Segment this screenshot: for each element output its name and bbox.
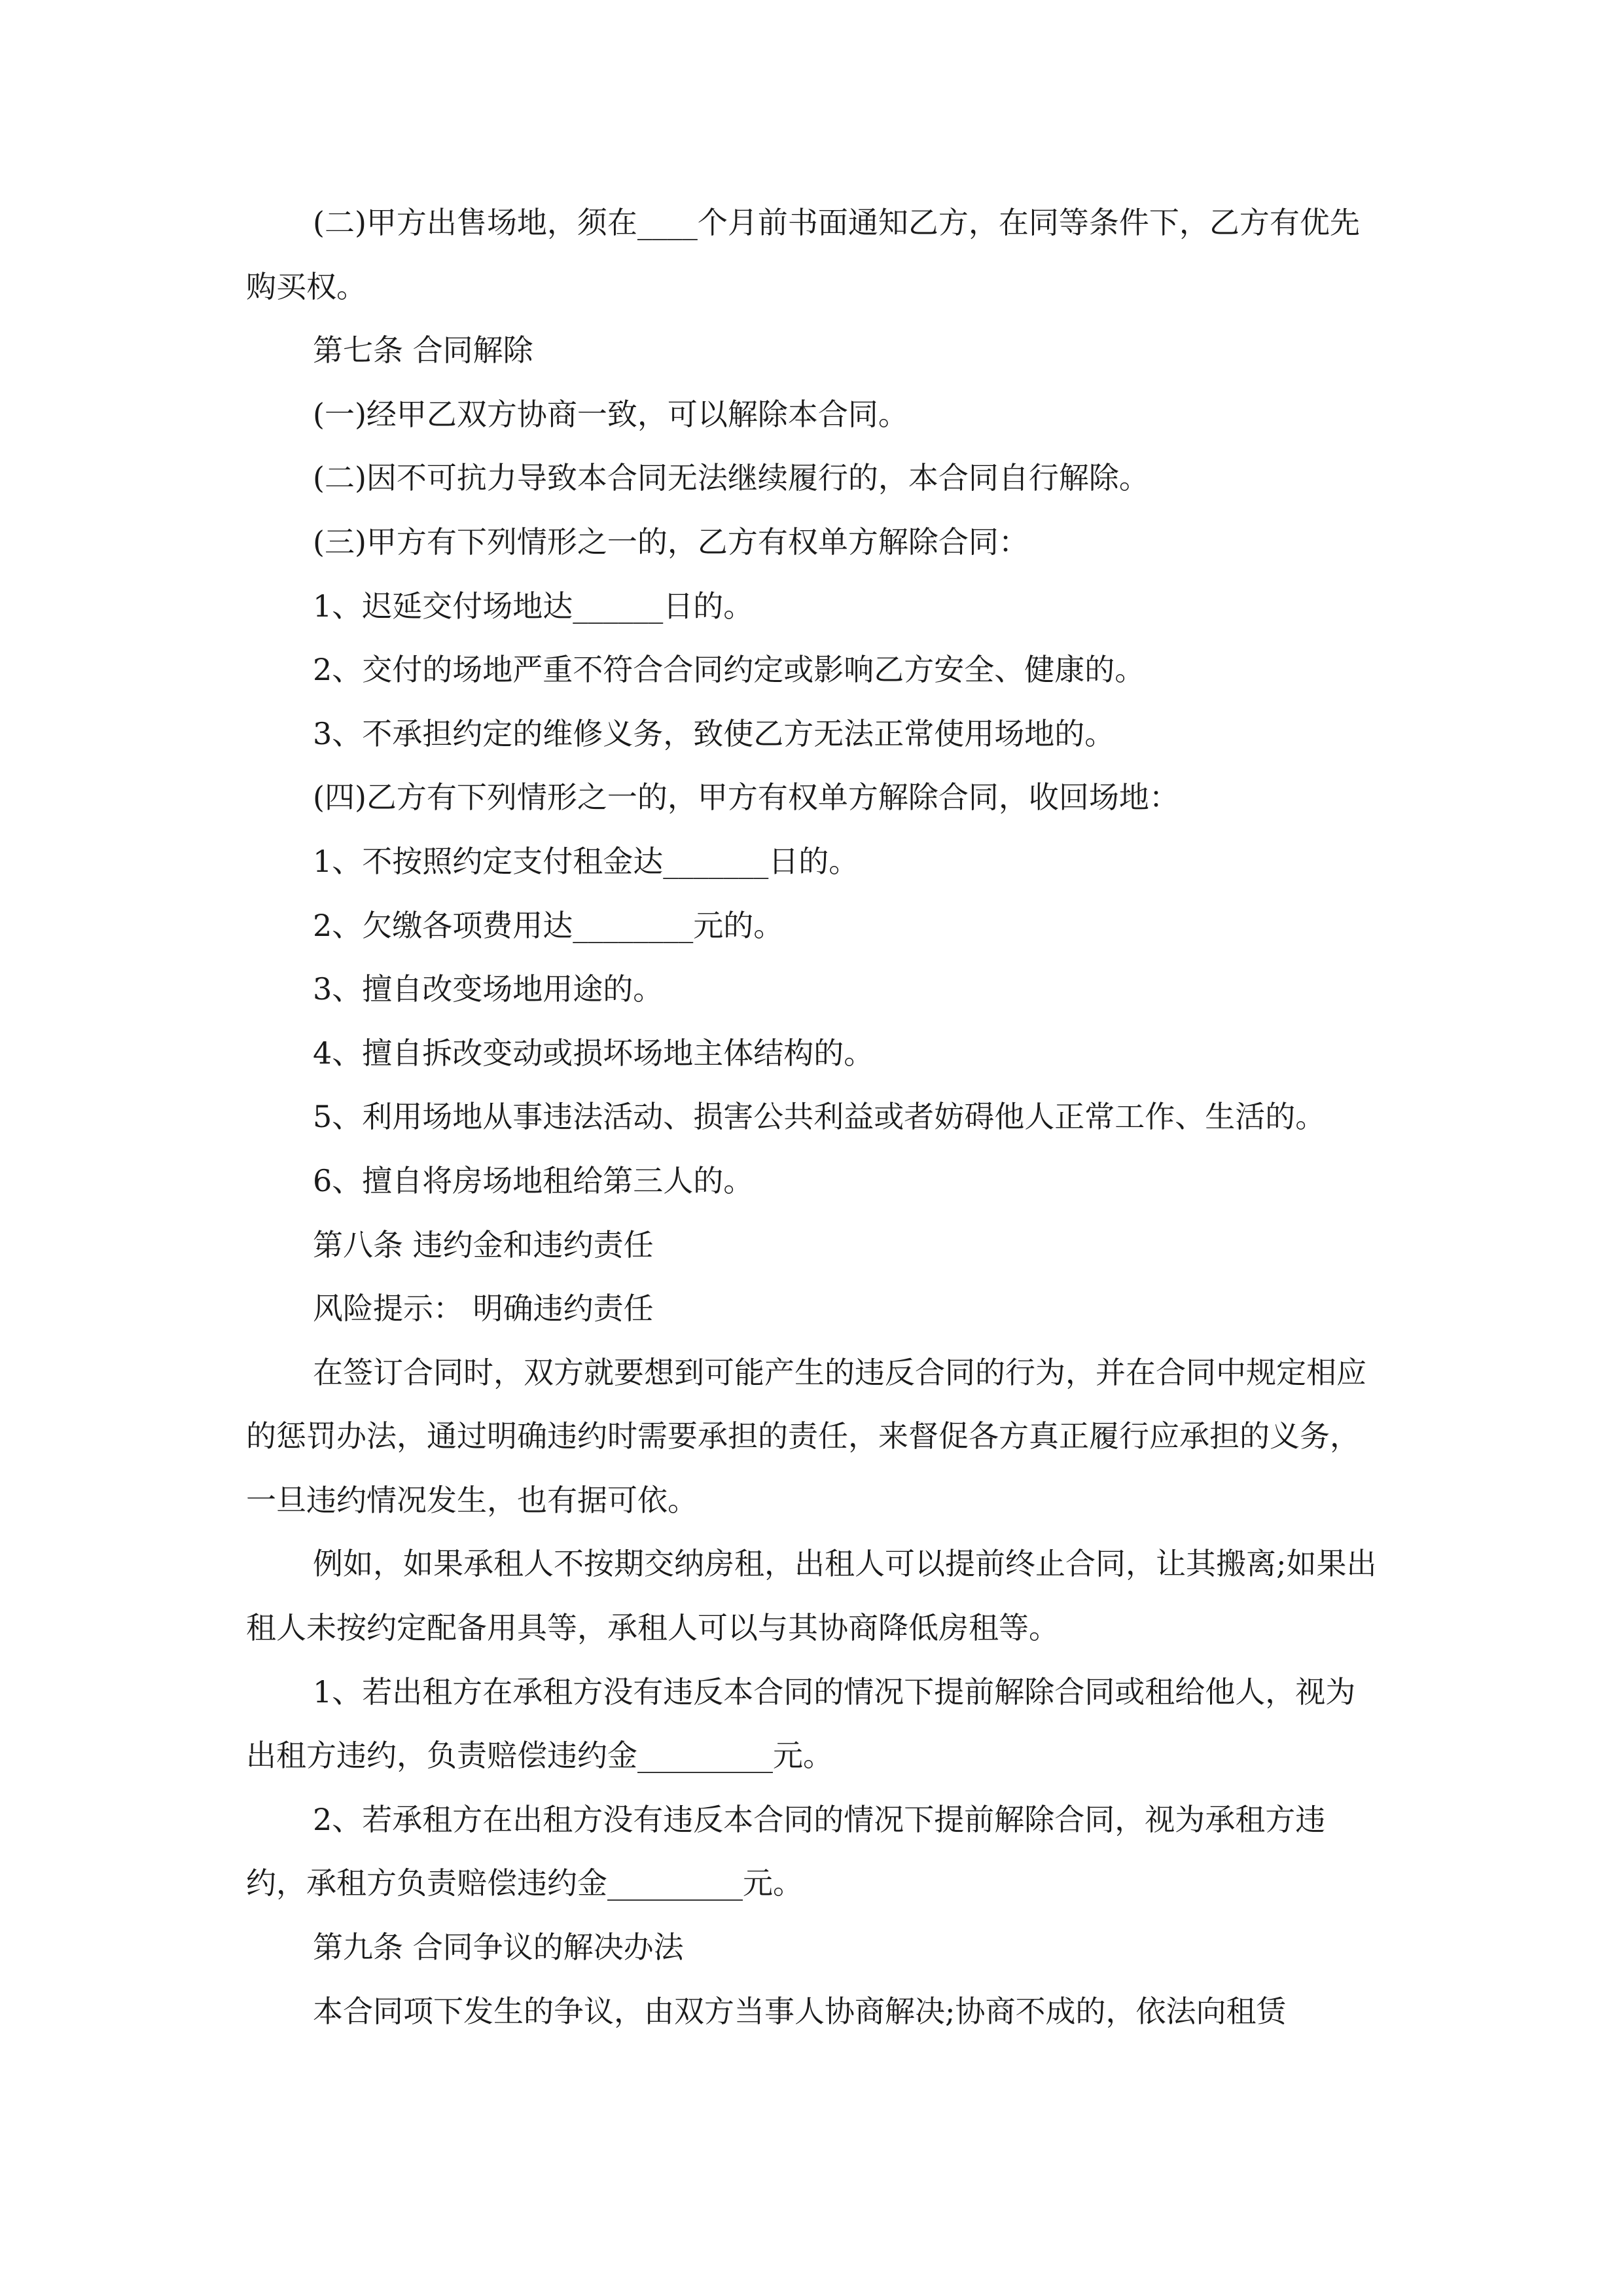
- article-7-heading: 第七条 合同解除: [313, 332, 533, 368]
- lessor-right-item-5: 5、利用场地从事违法活动、损害公共利益或者妨碍他人正常工作、生活的。: [313, 1099, 1326, 1135]
- termination-clause-3: (三)甲方有下列情形之一的，乙方有权单方解除合同：: [313, 524, 1029, 560]
- termination-clause-2: (二)因不可抗力导致本合同无法继续履行的，本合同自行解除。: [313, 460, 1149, 496]
- article-9-heading: 第九条 合同争议的解决办法: [313, 1929, 684, 1965]
- lessor-right-item-1: 1、不按照约定支付租金达_______日的。: [313, 843, 859, 879]
- risk-explanation-paragraph: 在签订合同时，双方就要想到可能产生的违反合同的行为，并在合同中规定相应的惩罚办法，通过明确违约时需要承担的责任，来督促各方真正履行应承担的义务，一旦违约情况发生，也有据可依。: [246, 1354, 1366, 1518]
- example-paragraph: 例如，如果承租人不按期交纳房租，出租人可以提前终止合同，让其搬离;如果出租人未按约定配备用具等，承租人可以与其协商降低房租等。: [246, 1546, 1377, 1646]
- lessor-right-item-3: 3、擅自改变场地用途的。: [313, 971, 664, 1007]
- termination-clause-4: (四)乙方有下列情形之一的，甲方有权单方解除合同，收回场地：: [313, 780, 1179, 816]
- lessee-right-item-3: 3、不承担约定的维修义务，致使乙方无法正常使用场地的。: [313, 715, 1115, 751]
- article-8-heading: 第八条 违约金和违约责任: [313, 1227, 654, 1263]
- contract-body: [246, 191, 1378, 2043]
- termination-clause-1: (一)经甲乙双方协商一致，可以解除本合同。: [313, 396, 908, 432]
- dispute-resolution-paragraph: 本合同项下发生的争议，由双方当事人协商解决;协商不成的，依法向租赁: [313, 1993, 1287, 2029]
- lessor-right-item-4: 4、擅自拆改变动或损坏场地主体结构的。: [313, 1035, 874, 1071]
- lessor-right-item-6: 6、擅自将房场地租给第三人的。: [313, 1162, 754, 1198]
- lessee-right-item-2: 2、交付的场地严重不符合合同约定或影响乙方安全、健康的。: [313, 652, 1145, 688]
- lessee-breach-clause: 2、若承租方在出租方没有违反本合同的情况下提前解除合同，视为承租方违约，承租方负责赔偿违约金_________元。: [246, 1801, 1326, 1901]
- risk-tip: 风险提示： 明确违约责任: [313, 1291, 654, 1327]
- lessor-right-item-2: 2、欠缴各项费用达________元的。: [313, 907, 784, 943]
- clause-sale-notice: (二)甲方出售场地，须在____个月前书面通知乙方，在同等条件下，乙方有优先购买权。: [246, 205, 1360, 304]
- lessor-breach-clause: 1、若出租方在承租方没有违反本合同的情况下提前解除合同或租给他人，视为出租方违约，负责赔偿违约金_________元。: [246, 1674, 1356, 1774]
- lessee-right-item-1: 1、迟延交付场地达______日的。: [313, 588, 754, 624]
